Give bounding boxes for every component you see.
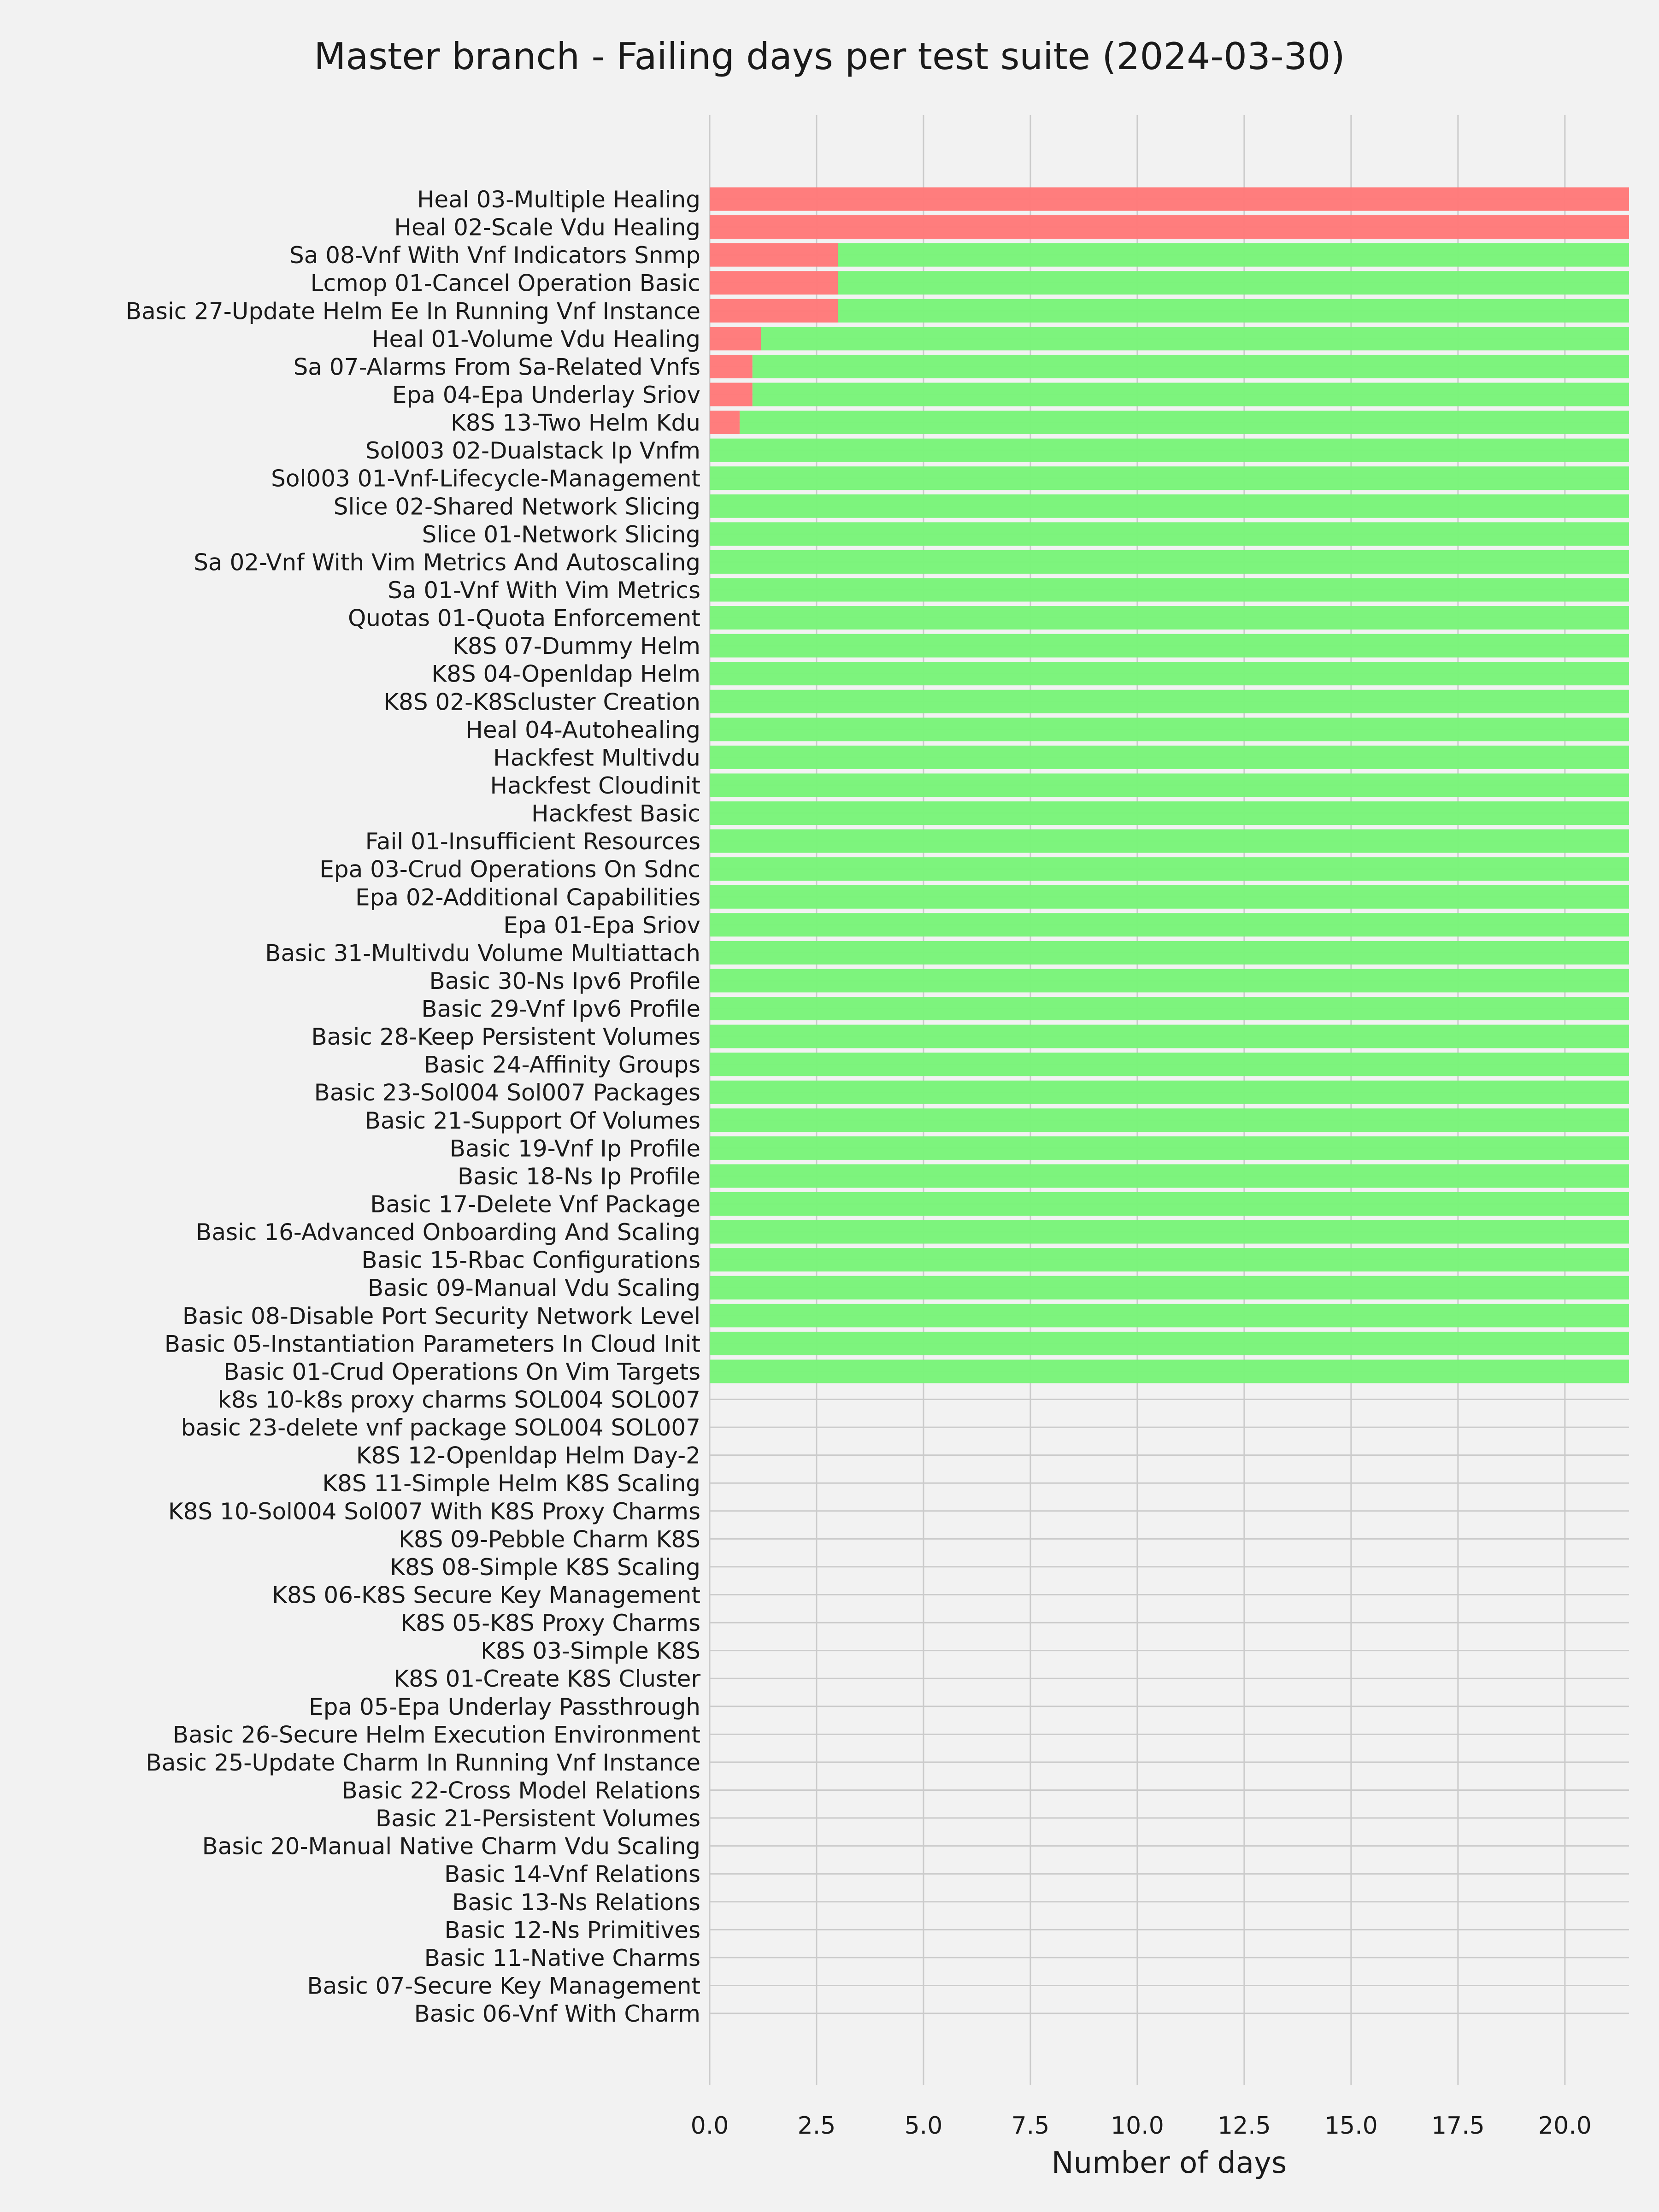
failing-days-bar <box>710 299 838 323</box>
failing-days-bar <box>710 215 1629 239</box>
y-tick-label: Basic 11-Native Charms <box>424 1944 700 1971</box>
y-tick-label: K8S 02-K8Scluster Creation <box>383 688 700 716</box>
y-tick-label: Epa 05-Epa Underlay Passthrough <box>309 1693 700 1720</box>
passing-days-bar <box>710 439 1629 462</box>
passing-days-bar <box>710 1164 1629 1188</box>
passing-days-bar <box>710 1304 1629 1327</box>
passing-days-bar <box>838 243 1629 267</box>
y-tick-label: Basic 05-Instantiation Parameters In Cloud Init <box>164 1330 700 1358</box>
failing-days-bar <box>710 382 753 406</box>
y-tick-label: Epa 03-Crud Operations On Sdnc <box>319 856 700 883</box>
chart-title: Master branch - Failing days per test suite (2024-03-30) <box>314 35 1345 78</box>
y-tick-label: K8S 05-K8S Proxy Charms <box>400 1610 700 1637</box>
y-tick-label: Basic 18-Ns Ip Profile <box>457 1163 700 1190</box>
passing-days-bar <box>838 271 1629 294</box>
passing-days-bar <box>710 1276 1629 1300</box>
failing-days-bar <box>710 327 761 350</box>
y-tick-label: Sol003 01-Vnf-Lifecycle-Management <box>271 465 700 492</box>
x-tick-label: 15.0 <box>1324 2112 1378 2140</box>
y-tick-label: K8S 12-Openldap Helm Day-2 <box>356 1442 700 1469</box>
passing-days-bar <box>710 1025 1629 1048</box>
y-tick-label: Basic 15-Rbac Configurations <box>361 1247 700 1274</box>
x-tick-label: 2.5 <box>797 2112 836 2140</box>
failing-days-bar <box>710 355 753 378</box>
y-tick-label: Sa 07-Alarms From Sa-Related Vnfs <box>293 353 700 381</box>
passing-days-bar <box>710 1359 1629 1383</box>
x-axis-label: Number of days <box>1051 2146 1287 2180</box>
y-tick-label: Basic 31-Multivdu Volume Multiattach <box>265 940 700 967</box>
y-tick-label: K8S 04-Openldap Helm <box>431 660 700 688</box>
failing-days-bar <box>710 188 1629 211</box>
passing-days-bar <box>710 662 1629 685</box>
y-tick-label: Basic 09-Manual Vdu Scaling <box>367 1275 700 1302</box>
passing-days-bar <box>710 773 1629 797</box>
passing-days-bar <box>710 1108 1629 1132</box>
y-tick-label: K8S 06-K8S Secure Key Management <box>272 1582 700 1609</box>
y-tick-label: Basic 25-Update Charm In Running Vnf Instance <box>146 1749 700 1776</box>
passing-days-bar <box>753 355 1629 378</box>
passing-days-bar <box>710 1192 1629 1216</box>
passing-days-bar <box>740 411 1629 434</box>
passing-days-bar <box>753 382 1629 406</box>
y-tick-label: Basic 30-Ns Ipv6 Profile <box>429 967 700 994</box>
passing-days-bar <box>710 522 1629 546</box>
y-tick-label: Slice 01-Network Slicing <box>422 521 700 548</box>
y-tick-label: K8S 07-Dummy Helm <box>453 633 700 660</box>
y-tick-label: K8S 09-Pebble Charm K8S <box>399 1526 700 1553</box>
y-tick-label: Basic 23-Sol004 Sol007 Packages <box>314 1079 700 1106</box>
passing-days-bar <box>710 941 1629 965</box>
x-tick-labels <box>691 2112 1592 2140</box>
y-tick-label: Basic 12-Ns Primitives <box>444 1917 700 1944</box>
y-tick-label: K8S 10-Sol004 Sol007 With K8S Proxy Charms <box>168 1498 700 1525</box>
y-tick-label: Basic 22-Cross Model Relations <box>341 1777 700 1804</box>
y-tick-label: Basic 21-Persistent Volumes <box>375 1805 700 1832</box>
y-tick-label: Basic 21-Support Of Volumes <box>365 1107 700 1134</box>
y-tick-label: Heal 04-Autohealing <box>465 716 700 743</box>
x-tick-label: 20.0 <box>1538 2112 1592 2140</box>
y-tick-label: basic 23-delete vnf package SOL004 SOL007 <box>181 1414 700 1441</box>
y-tick-label: Basic 24-Affinity Groups <box>424 1051 700 1078</box>
y-tick-label: Sa 02-Vnf With Vim Metrics And Autoscaling <box>194 549 700 576</box>
y-tick-label: Basic 17-Delete Vnf Package <box>370 1191 700 1218</box>
y-tick-label: Basic 27-Update Helm Ee In Running Vnf Instance <box>125 298 700 325</box>
y-tick-label: Sa 08-Vnf With Vnf Indicators Snmp <box>289 242 700 269</box>
y-tick-label: Lcmop 01-Cancel Operation Basic <box>310 270 700 297</box>
y-tick-label: Basic 08-Disable Port Security Network Level <box>182 1302 700 1330</box>
y-tick-label: Epa 04-Epa Underlay Sriov <box>392 381 700 408</box>
passing-days-bar <box>710 885 1629 909</box>
y-tick-label: Sol003 02-Dualstack Ip Vnfm <box>365 437 700 465</box>
passing-days-bar <box>710 857 1629 881</box>
passing-days-bar <box>710 801 1629 825</box>
y-tick-label: K8S 08-Simple K8S Scaling <box>390 1553 700 1581</box>
y-tick-label: Epa 01-Epa Sriov <box>503 912 700 939</box>
y-tick-label: Basic 01-Crud Operations On Vim Targets <box>224 1358 700 1385</box>
passing-days-bar <box>710 969 1629 992</box>
passing-days-bar <box>710 466 1629 490</box>
passing-days-bar <box>710 1136 1629 1160</box>
y-tick-label: K8S 13-Two Helm Kdu <box>450 409 700 436</box>
x-tick-label: 0.0 <box>690 2112 729 2140</box>
passing-days-bar <box>710 830 1629 853</box>
y-tick-label: Basic 06-Vnf With Charm <box>414 2000 700 2028</box>
y-tick-label: Hackfest Cloudinit <box>490 772 700 799</box>
y-tick-label: k8s 10-k8s proxy charms SOL004 SOL007 <box>218 1386 700 1413</box>
y-tick-label: Heal 02-Scale Vdu Healing <box>394 214 700 241</box>
failing-days-bar <box>710 243 838 267</box>
y-tick-label: Basic 07-Secure Key Management <box>307 1972 700 2000</box>
passing-days-bar <box>710 1248 1629 1271</box>
y-tick-label: Heal 03-Multiple Healing <box>417 186 700 213</box>
passing-days-bar <box>710 550 1629 574</box>
y-tick-label: Epa 02-Additional Capabilities <box>355 884 700 911</box>
y-tick-label: Fail 01-Insufficient Resources <box>365 828 700 855</box>
y-tick-label: K8S 11-Simple Helm K8S Scaling <box>322 1470 700 1497</box>
x-tick-label: 12.5 <box>1217 2112 1271 2140</box>
y-tick-label: Basic 16-Advanced Onboarding And Scaling <box>196 1219 700 1246</box>
passing-days-bar <box>710 494 1629 518</box>
passing-days-bar <box>710 718 1629 741</box>
y-tick-label: Basic 29-Vnf Ipv6 Profile <box>421 995 700 1023</box>
passing-days-bar <box>710 578 1629 601</box>
passing-days-bar <box>710 913 1629 936</box>
y-tick-label: Sa 01-Vnf With Vim Metrics <box>388 577 700 604</box>
y-tick-label: Basic 28-Keep Persistent Volumes <box>311 1024 700 1051</box>
x-tick-label: 5.0 <box>904 2112 943 2140</box>
y-tick-label: Basic 26-Secure Helm Execution Environment <box>172 1721 700 1748</box>
passing-days-bar <box>710 634 1629 658</box>
passing-days-bar <box>710 1053 1629 1076</box>
passing-days-bar <box>710 690 1629 713</box>
y-tick-label: Basic 13-Ns Relations <box>452 1888 700 1916</box>
y-tick-label: Basic 14-Vnf Relations <box>444 1861 700 1888</box>
y-tick-label: Basic 20-Manual Native Charm Vdu Scaling <box>202 1833 700 1860</box>
x-tick-label: 17.5 <box>1431 2112 1485 2140</box>
failing-days-bar <box>710 411 740 434</box>
y-tick-label: Basic 19-Vnf Ip Profile <box>449 1135 700 1162</box>
passing-days-bar <box>710 606 1629 629</box>
y-tick-label: Hackfest Multivdu <box>493 744 700 771</box>
passing-days-bar <box>710 746 1629 769</box>
passing-days-bar <box>761 327 1629 350</box>
x-tick-label: 10.0 <box>1111 2112 1164 2140</box>
passing-days-bar <box>838 299 1629 323</box>
y-tick-label: Quotas 01-Quota Enforcement <box>347 605 700 632</box>
x-tick-label: 7.5 <box>1011 2112 1050 2140</box>
passing-days-bar <box>710 1220 1629 1244</box>
y-tick-label: Slice 02-Shared Network Slicing <box>333 493 700 520</box>
failing-days-bar <box>710 271 838 294</box>
bars <box>710 188 1629 1383</box>
y-tick-label: Hackfest Basic <box>531 800 700 827</box>
y-tick-label: K8S 03-Simple K8S <box>481 1637 700 1665</box>
passing-days-bar <box>710 1081 1629 1104</box>
passing-days-bar <box>710 1332 1629 1355</box>
y-tick-label: Heal 01-Volume Vdu Healing <box>371 325 700 353</box>
y-tick-label: K8S 01-Create K8S Cluster <box>394 1665 700 1693</box>
passing-days-bar <box>710 997 1629 1020</box>
